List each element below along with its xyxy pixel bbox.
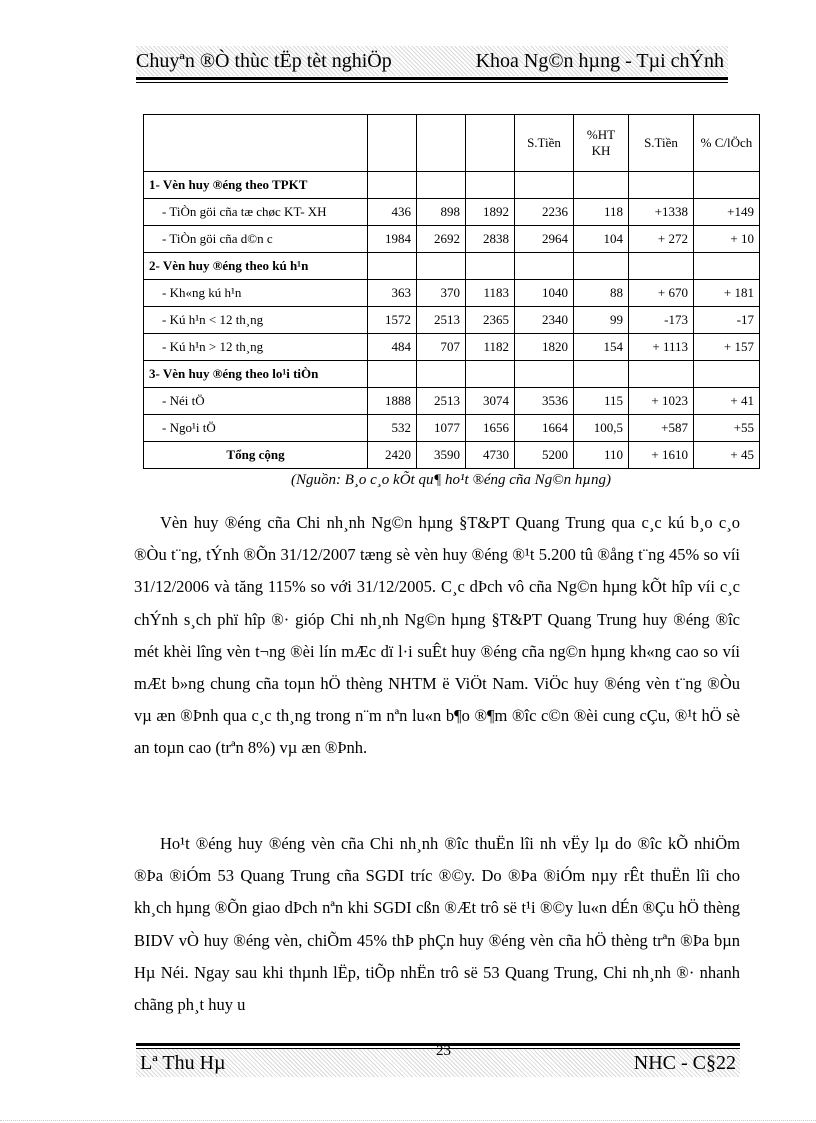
table-row-label: 2- Vèn huy ®éng theo kú h¹n bbox=[144, 253, 368, 280]
table-cell: +55 bbox=[694, 415, 760, 442]
table-cell: 104 bbox=[574, 226, 629, 253]
table-row bbox=[144, 388, 760, 415]
table-cell: 370 bbox=[417, 280, 466, 307]
table-cell bbox=[574, 253, 629, 280]
table-cell bbox=[574, 361, 629, 388]
table-cell bbox=[515, 172, 574, 199]
table-cell bbox=[694, 361, 760, 388]
table-cell: 3074 bbox=[466, 388, 515, 415]
table-cell bbox=[694, 253, 760, 280]
table-section-row bbox=[144, 172, 760, 199]
table-row bbox=[144, 415, 760, 442]
table-row bbox=[144, 226, 760, 253]
table-cell: 1888 bbox=[368, 388, 417, 415]
table-cell: + 10 bbox=[694, 226, 760, 253]
table-cell: 115 bbox=[574, 388, 629, 415]
table-row-label: - TiÒn göi cña tæ chøc KT- XH bbox=[144, 199, 368, 226]
table-cell: + 1023 bbox=[629, 388, 694, 415]
table-cell: 110 bbox=[574, 442, 629, 469]
table-header-cell: % C/lÖch bbox=[694, 115, 760, 172]
table-cell: 1040 bbox=[515, 280, 574, 307]
table-cell bbox=[629, 361, 694, 388]
footer-class: NHC - C§22 bbox=[633, 1052, 736, 1074]
table-row bbox=[144, 334, 760, 361]
table-cell: 2340 bbox=[515, 307, 574, 334]
table-cell: 1182 bbox=[466, 334, 515, 361]
table-row-label: 1- Vèn huy ®éng theo TPKT bbox=[144, 172, 368, 199]
table-cell bbox=[629, 172, 694, 199]
table-cell: 1656 bbox=[466, 415, 515, 442]
table-cell: 1572 bbox=[368, 307, 417, 334]
table-cell: + 181 bbox=[694, 280, 760, 307]
table-cell: +1338 bbox=[629, 199, 694, 226]
table-cell bbox=[515, 361, 574, 388]
table-cell bbox=[629, 253, 694, 280]
table-cell: 1820 bbox=[515, 334, 574, 361]
table-cell: +587 bbox=[629, 415, 694, 442]
table-row-label: 3- Vèn huy ®éng theo lo¹i tiÒn bbox=[144, 361, 368, 388]
table-cell bbox=[466, 253, 515, 280]
body-paragraph: Ho¹t ®éng huy ®éng vèn cña Chi nh¸nh ®îc thuËn lîi nh vËy lµ do ®îc kÕ nhiÖm ®Þa ®iÓm 53 Quang Trung cña SGDI tríc ®©y. Do ®Þa ®iÓm nµy rÊt thuËn lîi cho kh¸ch hµng ®Õn giao dÞch nªn khi SGDI cßn ®Æt trô së t¹i ®©y lu«n dÉn ®Çu hÖ thèng BIDV vÒ huy ®éng vèn, chiÕm 45% thÞ phÇn huy ®éng vèn cña hÖ thèng trªn ®Þa bµn Hµ Néi. Ngay sau khi thµnh lËp, tiÕp nhËn trô së 53 Quang Trung, Chi nh¸nh ®· nhanh chãng ph¸t huy u bbox=[134, 834, 740, 1015]
table-header-cell: S.Tiền bbox=[629, 115, 694, 172]
table-row-label: - TiÒn göi cña d©n c bbox=[144, 226, 368, 253]
body-paragraph: Vèn huy ®éng cña Chi nh¸nh Ng©n hµng §T&PT Quang Trung qua c¸c kú b¸o c¸o ®Òu t¨ng, tÝnh ®Õn 31/12/2007 tæng sè vèn huy ®éng ®¹t 5.200 tû ®ång t¨ng 45% so víi 31/12/2006 và tăng 115% so với 31/12/2005. C¸c dÞch vô cña Ng©n hµng kÕt hîp víi c¸c chÝnh s¸ch phï hîp ®· gióp Chi nh¸nh Ng©n hµng §T&PT Quang Trung huy ®éng ®îc mét khèi lîng vèn t¬ng ®èi lín mÆc dï l·i suÊt huy ®éng cña ng©n hµng kh«ng cao so víi mÆt b»ng chung cña toµn hÖ thèng NHTM ë ViÖt Nam. ViÖc huy ®éng vèn t¨ng ®Òu vµ æn ®Þnh qua c¸c th¸ng trong n¨m nªn lu«n b¶o ®¶m ®îc c©n ®èi cung cÇu, ®¹t hÖ sè an toµn cao (trªn 8%) vµ æn ®Þnh. bbox=[134, 513, 740, 758]
table-cell: 3590 bbox=[417, 442, 466, 469]
table-row-label: - Néi tÖ bbox=[144, 388, 368, 415]
table-cell bbox=[694, 172, 760, 199]
table-cell bbox=[368, 253, 417, 280]
table-cell bbox=[368, 172, 417, 199]
table-cell: 2513 bbox=[417, 388, 466, 415]
table-cell: -173 bbox=[629, 307, 694, 334]
table-header-cell: %HT KH bbox=[574, 115, 629, 172]
capital-mobilization-table bbox=[143, 114, 760, 469]
table-row-label: - Kú h¹n < 12 th¸ng bbox=[144, 307, 368, 334]
table-cell: 88 bbox=[574, 280, 629, 307]
table-cell bbox=[417, 361, 466, 388]
table-section-row bbox=[144, 253, 760, 280]
table-cell: + 272 bbox=[629, 226, 694, 253]
table-row bbox=[144, 307, 760, 334]
header-title-left: Chuyªn ®Ò thùc tËp tèt nghiÖp bbox=[136, 50, 392, 72]
page-edge-divider bbox=[0, 1120, 816, 1121]
table-cell: 2365 bbox=[466, 307, 515, 334]
table-cell: 484 bbox=[368, 334, 417, 361]
table-cell: 2420 bbox=[368, 442, 417, 469]
table-header-cell bbox=[417, 115, 466, 172]
header-title-right: Khoa Ng©n hµng - Tµi chÝnh bbox=[475, 50, 724, 72]
table-cell: 2964 bbox=[515, 226, 574, 253]
table-cell: + 1113 bbox=[629, 334, 694, 361]
page-number: 23 bbox=[436, 1043, 451, 1059]
table-cell bbox=[368, 361, 417, 388]
table-cell: 3536 bbox=[515, 388, 574, 415]
table-cell: 2236 bbox=[515, 199, 574, 226]
table-cell: 1984 bbox=[368, 226, 417, 253]
table-cell: + 157 bbox=[694, 334, 760, 361]
table-row bbox=[144, 280, 760, 307]
table-cell: 2838 bbox=[466, 226, 515, 253]
page-header bbox=[136, 46, 728, 76]
table-cell: 1077 bbox=[417, 415, 466, 442]
table-cell: + 670 bbox=[629, 280, 694, 307]
table-total-row bbox=[144, 442, 760, 469]
table-cell: 118 bbox=[574, 199, 629, 226]
table-row-label: - Kú h¹n > 12 th¸ng bbox=[144, 334, 368, 361]
table-row-label: - Kh«ng kú h¹n bbox=[144, 280, 368, 307]
table-cell: 154 bbox=[574, 334, 629, 361]
table-row-label: - Ngo¹i tÖ bbox=[144, 415, 368, 442]
table-cell bbox=[417, 253, 466, 280]
table-cell: 363 bbox=[368, 280, 417, 307]
table-header-cell bbox=[144, 115, 368, 172]
table-header-cell bbox=[368, 115, 417, 172]
table-cell: 2692 bbox=[417, 226, 466, 253]
table-cell: 5200 bbox=[515, 442, 574, 469]
table-cell: 4730 bbox=[466, 442, 515, 469]
table-header-row bbox=[144, 115, 760, 172]
table-cell: + 45 bbox=[694, 442, 760, 469]
table-header-cell: S.Tiền bbox=[515, 115, 574, 172]
table-cell: 532 bbox=[368, 415, 417, 442]
table-cell bbox=[466, 361, 515, 388]
table-cell: 1664 bbox=[515, 415, 574, 442]
table-cell: 100,5 bbox=[574, 415, 629, 442]
table-cell: + 1610 bbox=[629, 442, 694, 469]
table-cell: 898 bbox=[417, 199, 466, 226]
table-cell bbox=[417, 172, 466, 199]
table-cell: 2513 bbox=[417, 307, 466, 334]
table-cell: 707 bbox=[417, 334, 466, 361]
table-cell bbox=[515, 253, 574, 280]
table-cell: 436 bbox=[368, 199, 417, 226]
footer-author: Lª Thu Hµ bbox=[140, 1052, 226, 1074]
table-cell: +149 bbox=[694, 199, 760, 226]
table-section-row bbox=[144, 361, 760, 388]
table-cell: -17 bbox=[694, 307, 760, 334]
table-cell: 1892 bbox=[466, 199, 515, 226]
table-cell bbox=[574, 172, 629, 199]
header-rule bbox=[136, 77, 728, 83]
table-cell: 99 bbox=[574, 307, 629, 334]
table-cell bbox=[466, 172, 515, 199]
table-cell: + 41 bbox=[694, 388, 760, 415]
table-cell: 1183 bbox=[466, 280, 515, 307]
table-row bbox=[144, 199, 760, 226]
table-header-cell bbox=[466, 115, 515, 172]
table-row-label: Tổng cộng bbox=[144, 442, 368, 469]
table-source-note: (Nguồn: B¸o c¸o kÕt qu¶ ho¹t ®éng cña Ng©n hµng) bbox=[291, 472, 611, 488]
